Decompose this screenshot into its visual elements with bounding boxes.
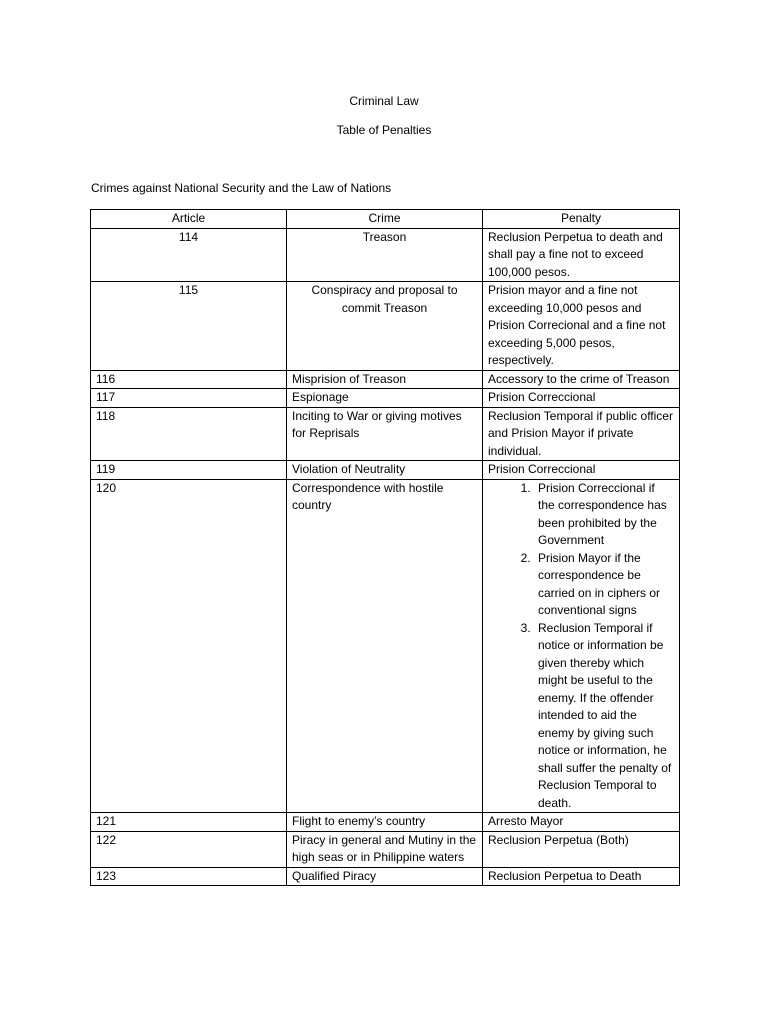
crime-cell: Correspondence with hostile country xyxy=(287,479,483,813)
article-cell: 123 xyxy=(91,867,287,886)
penalty-list-item: 1. Prision Correccional if the correspondence has been prohibited by the Government xyxy=(534,480,674,550)
header-article: Article xyxy=(91,210,287,229)
crime-cell: Conspiracy and proposal to commit Treason xyxy=(287,282,483,371)
penalty-list-item: 2. Prision Mayor if the correspondence be carried on in ciphers or conventional signs xyxy=(534,550,674,620)
penalty-list-item: 3. Reclusion Temporal if notice or information be given thereby which might be useful to the enemy. If the offender intended to aid the enemy by giving such notice or information, he shall suffer the penalty of Reclusion Temporal to death. xyxy=(534,620,674,813)
table-row xyxy=(91,228,680,282)
crime-cell: Treason xyxy=(287,228,483,282)
table-header-row xyxy=(91,210,680,229)
crime-cell: Espionage xyxy=(287,389,483,408)
table-row xyxy=(91,370,680,389)
article-cell: 118 xyxy=(91,407,287,461)
crime-cell: Piracy in general and Mutiny in the high seas or in Philippine waters xyxy=(287,831,483,867)
article-cell: 117 xyxy=(91,389,287,408)
table-row xyxy=(91,389,680,408)
penalty-cell: Prision Correccional xyxy=(483,389,680,408)
penalty-cell: Reclusion Temporal if public officer and Prision Mayor if private individual. xyxy=(483,407,680,461)
table-row xyxy=(91,479,680,813)
header-penalty: Penalty xyxy=(483,210,680,229)
article-cell: 119 xyxy=(91,461,287,480)
article-cell: 120 xyxy=(91,479,287,813)
article-cell: 115 xyxy=(91,282,287,371)
section-heading: Crimes against National Security and the Law of Nations xyxy=(91,181,392,195)
table-row xyxy=(91,867,680,886)
crime-cell: Qualified Piracy xyxy=(287,867,483,886)
penalty-cell: Prision Correccional xyxy=(483,461,680,480)
article-cell: 121 xyxy=(91,813,287,832)
crime-cell: Inciting to War or giving motives for Reprisals xyxy=(287,407,483,461)
penalty-cell xyxy=(483,479,680,813)
document-title: Criminal Law xyxy=(349,94,419,108)
penalties-table xyxy=(90,209,680,886)
crime-cell: Flight to enemy’s country xyxy=(287,813,483,832)
table-row xyxy=(91,461,680,480)
penalty-cell: Reclusion Perpetua (Both) xyxy=(483,831,680,867)
penalty-cell: Accessory to the crime of Treason xyxy=(483,370,680,389)
penalty-cell: Reclusion Perpetua to death and shall pay a fine not to exceed 100,000 pesos. xyxy=(483,228,680,282)
table-row xyxy=(91,831,680,867)
document-subtitle: Table of Penalties xyxy=(336,123,432,137)
table-row xyxy=(91,407,680,461)
penalty-cell: Prision mayor and a fine not exceeding 10,000 pesos and Prision Correcional and a fine not exceeding 5,000 pesos, respectively. xyxy=(483,282,680,371)
table-row xyxy=(91,282,680,371)
crime-cell: Misprision of Treason xyxy=(287,370,483,389)
article-cell: 122 xyxy=(91,831,287,867)
penalty-cell: Reclusion Perpetua to Death xyxy=(483,867,680,886)
article-cell: 116 xyxy=(91,370,287,389)
table-row xyxy=(91,813,680,832)
article-cell: 114 xyxy=(91,228,287,282)
penalty-list xyxy=(488,480,674,813)
crime-cell: Violation of Neutrality xyxy=(287,461,483,480)
penalty-cell: Arresto Mayor xyxy=(483,813,680,832)
header-crime: Crime xyxy=(287,210,483,229)
